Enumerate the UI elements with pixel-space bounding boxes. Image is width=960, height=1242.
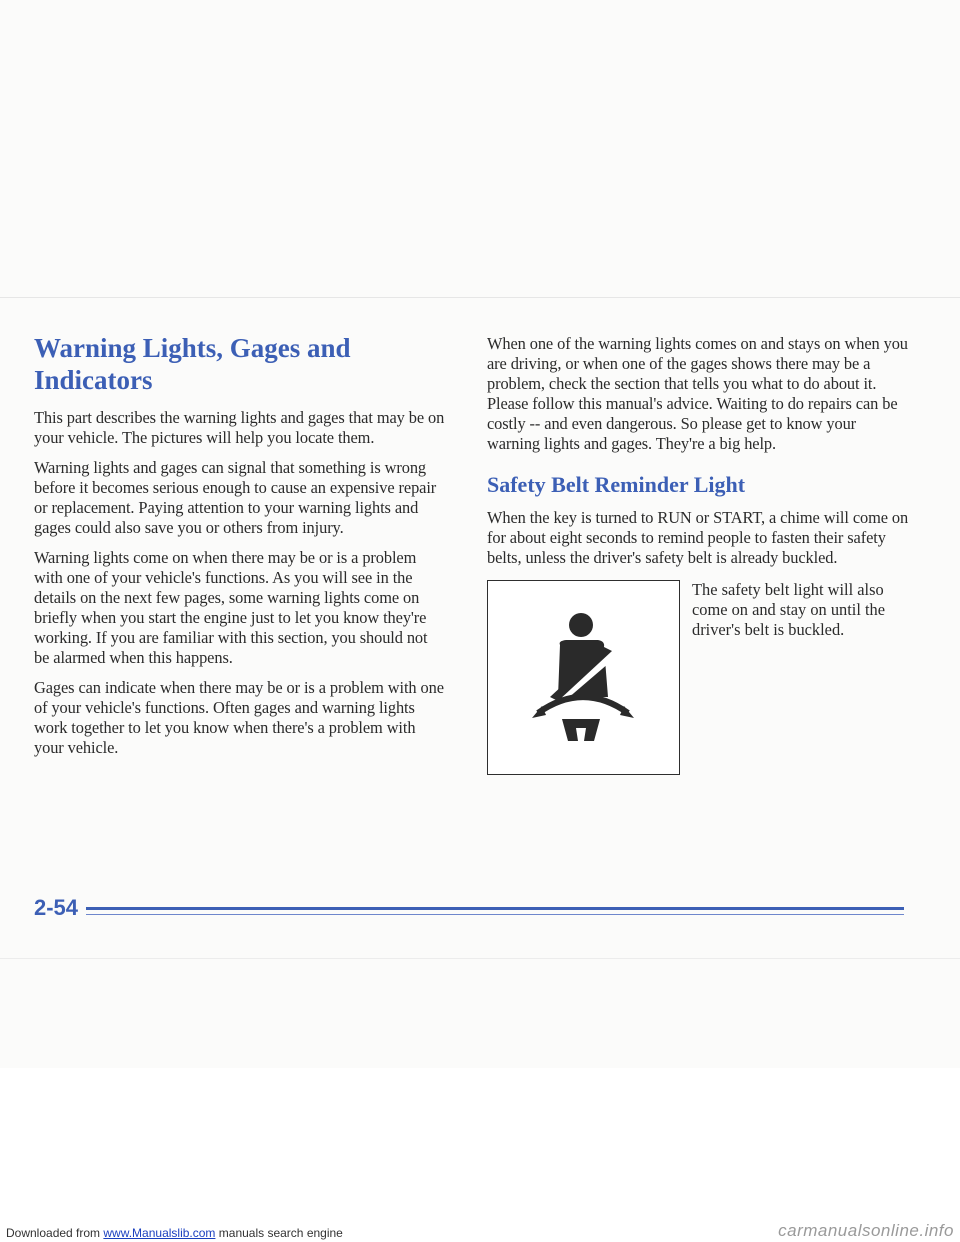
paragraph-signal: Warning lights and gages can signal that something is wrong before it becomes serious enough to cause an expensive repair or replacement. Paying attention to your warning lights and gages could also save you or others from injury. — [34, 458, 437, 537]
left-column — [34, 332, 446, 768]
main-heading: Warning Lights, Gages and Indicators — [34, 333, 351, 395]
page-bottom-edge — [0, 958, 960, 959]
download-footer — [0, 1221, 960, 1242]
paragraph-safety-belt-chime: When the key is turned to RUN or START, a chime will come on for about eight seconds to remind people to fasten their safety belts, unless the driver's safety belt is already buckled. — [487, 508, 909, 567]
paragraph-intro: This part describes the warning lights and gages that may be on your vehicle. The pictures will help you locate them. — [34, 408, 445, 447]
manualslib-link[interactable]: www.Manualslib.com — [103, 1226, 216, 1240]
right-column — [487, 334, 911, 785]
paragraph-stays-on: When one of the warning lights comes on and stays on when you are driving, or when one of the gages shows there may be a problem, check the section that tells you what to do about it. Please follow this manual's advice. Waiting to do repairs can be costly -- and even dangerous. So please get to know your warning lights and gages. They're a big help. — [487, 334, 908, 453]
safety-belt-icon — [488, 581, 681, 776]
safety-belt-light-box — [487, 580, 680, 775]
paragraph-gages: Gages can indicate when there may be or is a problem with one of your vehicle's functions. Often gages and warning lights work together to let you know when there's a problem with your vehicle. — [34, 678, 444, 757]
section-heading-safety-belt: Safety Belt Reminder Light — [487, 472, 746, 497]
footer-credit — [6, 1224, 343, 1242]
watermark-text: carmanualsonline.info — [778, 1221, 954, 1240]
safety-belt-figure — [487, 580, 911, 785]
footer-suffix: manuals search engine — [215, 1226, 343, 1240]
page-top-edge — [0, 297, 960, 298]
figure-caption: The safety belt light will also come on and stay on until the driver's belt is buckled. — [692, 580, 886, 639]
page-number: 2-54 — [34, 895, 79, 920]
footer-rule-thick — [86, 907, 904, 910]
paragraph-warning-lights: Warning lights come on when there may be or is a problem with one of your vehicle's functions. As you will see in the details on the next few pages, some warning lights come on briefly when you start the engine just to let you know they're working. If you are familiar with this section, you should not be alarmed when this happens. — [34, 548, 428, 667]
footer-prefix: Downloaded from — [6, 1226, 104, 1240]
footer-rule-thin — [86, 914, 904, 915]
